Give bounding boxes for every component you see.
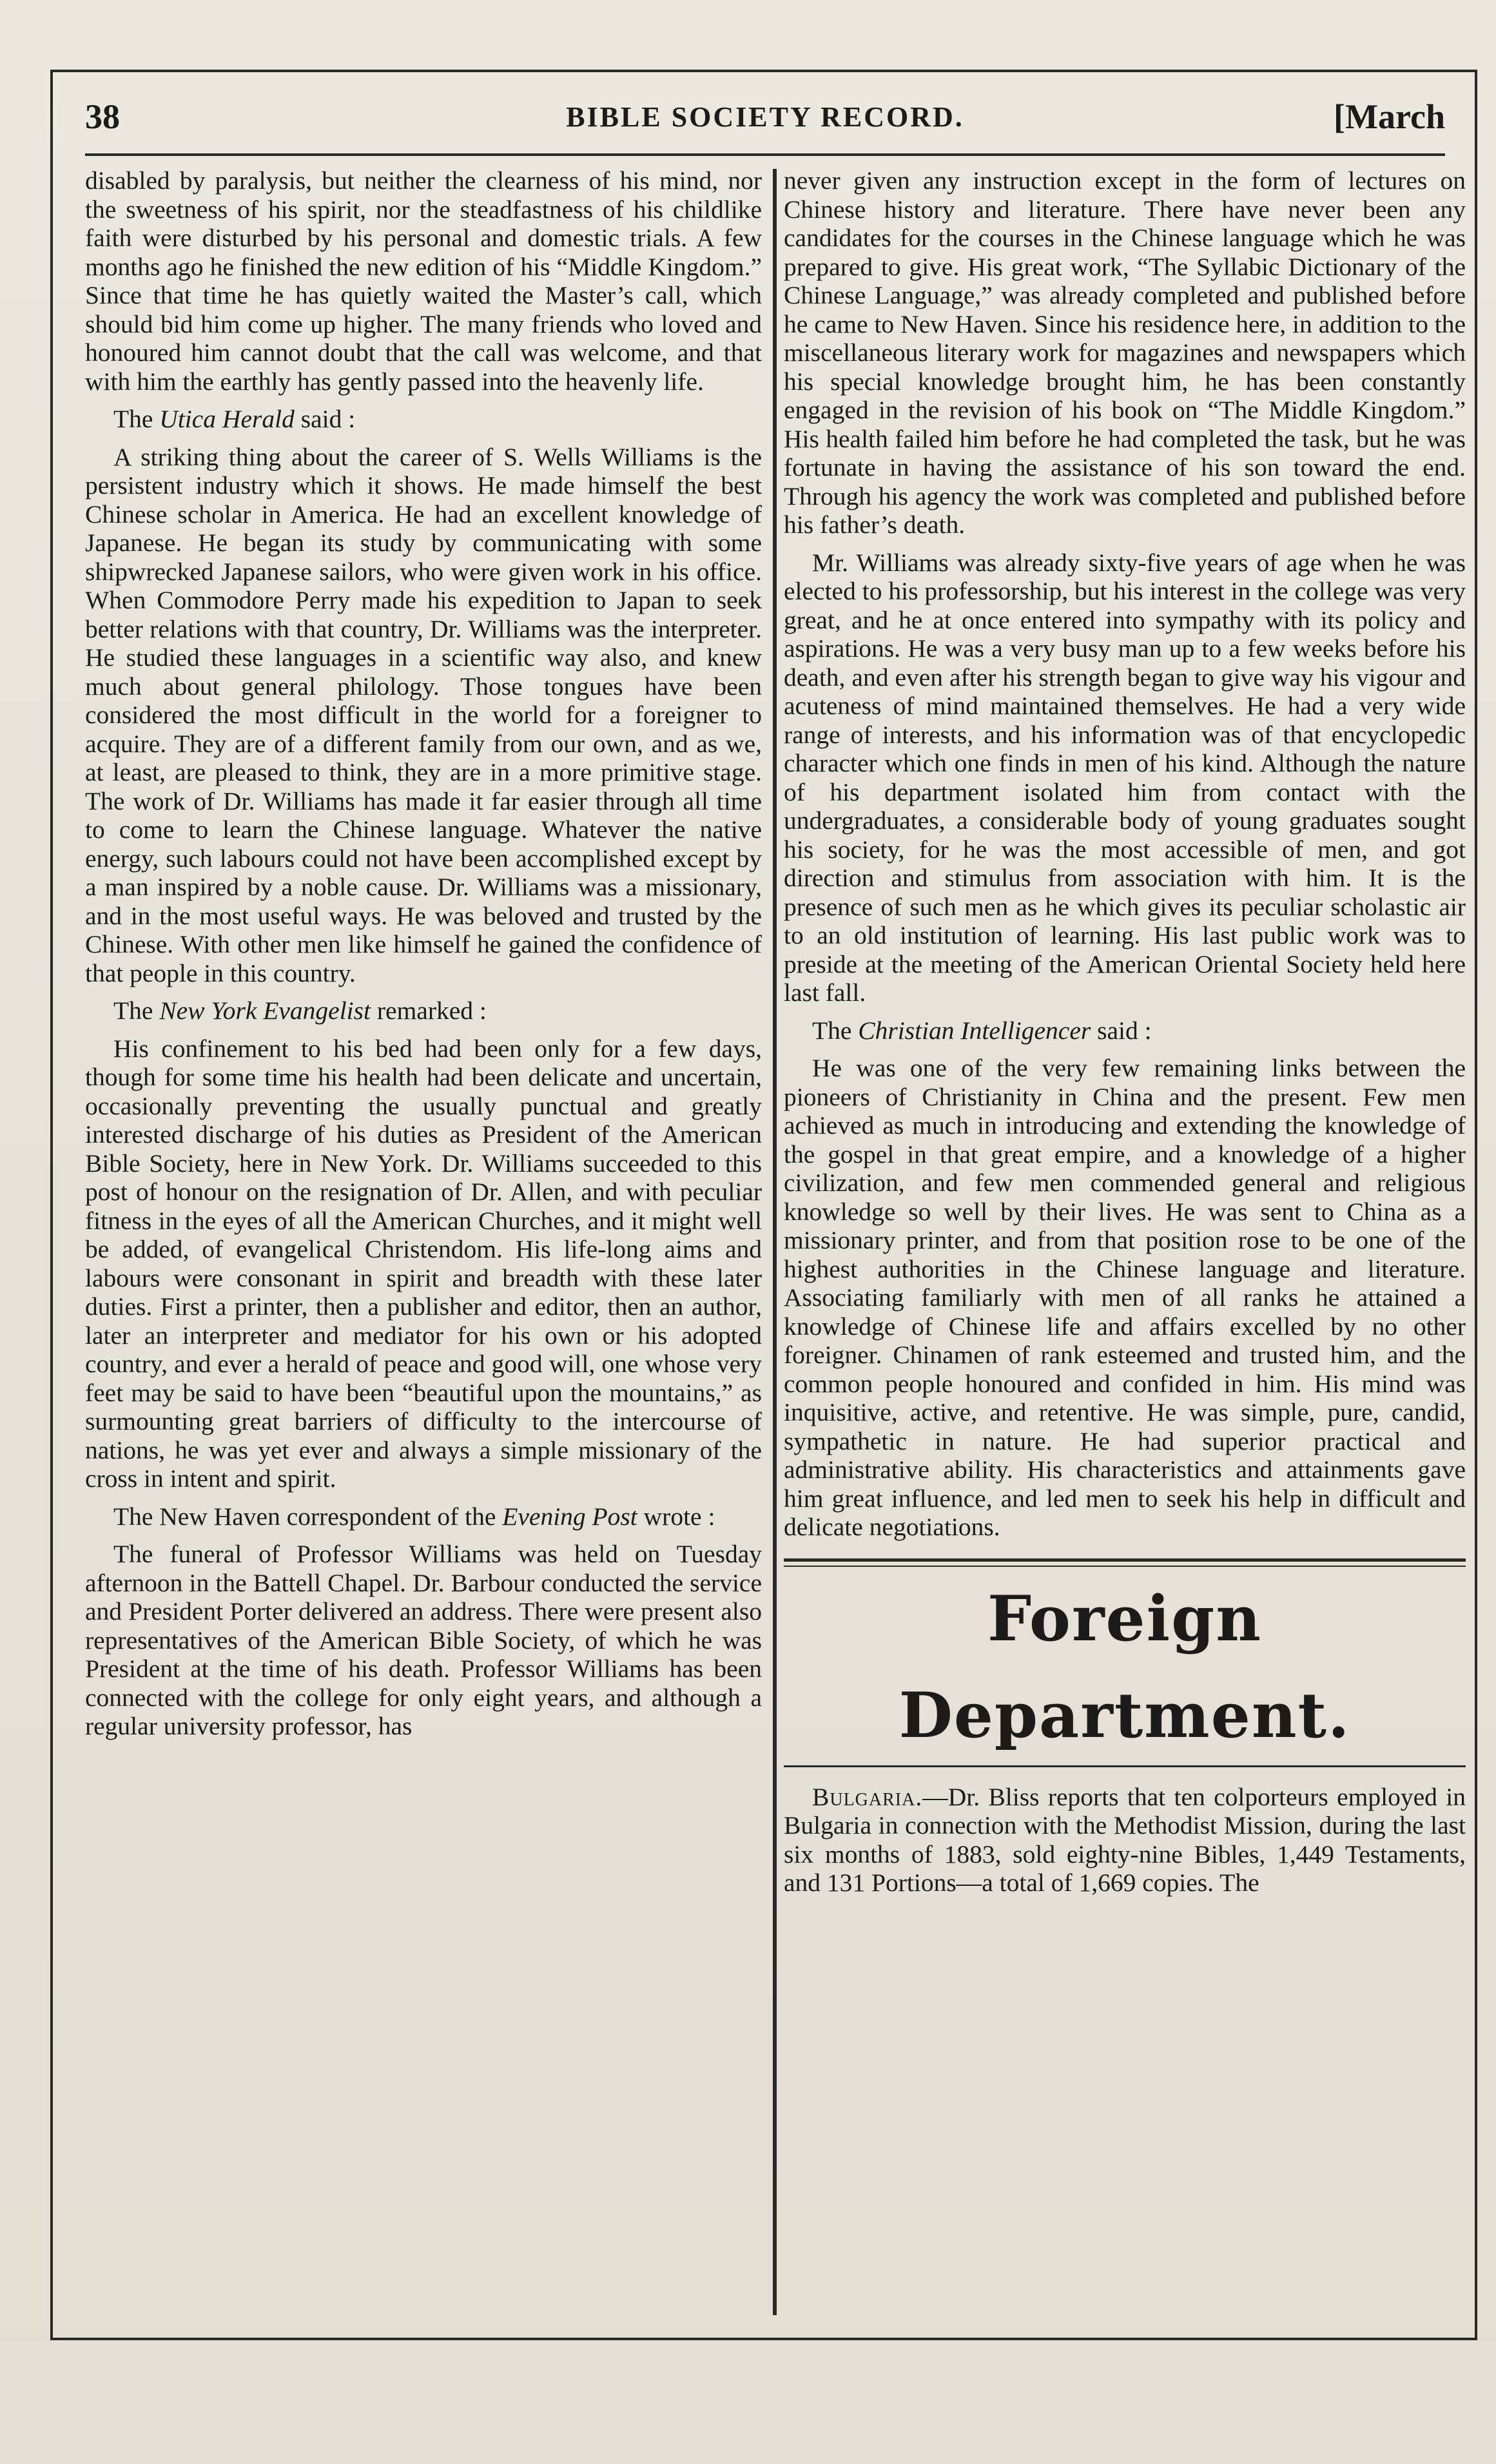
paragraph: His confinement to his bed had been only for a few days, though for some time his health had been delicate and uncertain, occasionally preventing the usually punctual and greatly interested discharge of his duties as President of the American Bible Society, here in New York. Dr. Williams succeeded to this post of honour on the resignation of Dr. Allen, and with peculiar fitness in the eyes of all the American Churches, and it might well be added, of evangelical Christendom. His life-long aims and labours were consonant in spirit and breadth with these later duties. First a printer, then a publisher and editor, then an author, later an interpreter and mediator for his own or his adopted country, and ever a herald of peace and good will, one whose very feet may be said to have been “beautiful upon the mountains,” as surmounting great barriers of difficulty to the intercourse of nations, he was yet ever and always a simple missionary of the cross in intent and spirit. bbox=[85, 1034, 762, 1493]
column-divider bbox=[773, 169, 777, 2315]
publication-title: New York Evangelist bbox=[159, 996, 371, 1025]
publication-title: Evening Post bbox=[502, 1502, 637, 1531]
header-rule bbox=[85, 153, 1445, 156]
publication-title: Christian Intelligencer bbox=[858, 1016, 1091, 1045]
quote-intro-intelligencer: The Christian Intelligencer said : bbox=[812, 1016, 1152, 1045]
journal-title: BIBLE SOCIETY RECORD. bbox=[566, 101, 964, 133]
country-label: Bulgaria. bbox=[812, 1782, 923, 1811]
section-heading: Foreign Department. bbox=[899, 1582, 1351, 1752]
section-rule bbox=[784, 1558, 1466, 1567]
running-head bbox=[85, 97, 1445, 148]
right-column bbox=[784, 166, 1466, 1906]
paragraph: A striking thing about the career of S. Wells Williams is the persistent industry which it shows. He made himself the best Chinese scholar in America. He had an excellent knowledge of Japanese. He began its study by communicating with some shipwrecked Japanese sailors, who were given work in his office. When Commodore Perry made his expedition to Japan to seek better relations with that country, Dr. Williams was the interpreter. He studied these languages in a scientific way also, and knew much about general philology. Those tongues have been considered the most difficult in the world for a foreigner to acquire. They are of a different family from our own, and as we, at least, are pleased to think, they are in a more primitive stage. The work of Dr. Williams has made it far easier through all time to come to learn the Chinese language. Whatever the native energy, such labours could not have been accomplished except by a man inspired by a noble cause. Dr. Williams was a missionary, and in the most useful ways. He was beloved and trusted by the Chinese. With other men like himself he gained the confidence of that people in this country. bbox=[85, 442, 762, 987]
quote-intro-evangelist: The New York Evangelist remarked : bbox=[113, 996, 487, 1025]
quote-intro-utica: The Utica Herald said : bbox=[113, 405, 356, 433]
paragraph: disabled by paralysis, but neither the clearness of his mind, nor the sweetness of his spirit, nor the steadfastness of his childlike faith were disturbed by his personal and domestic trials. A few months ago he finished the new edition of his “Middle Kingdom.” Since that time he has quietly waited the Master’s call, which should bid him come up higher. The many friends who loved and honoured him cannot doubt that the call was welcome, and that with him the earthly has gently passed into the heavenly life. bbox=[85, 166, 762, 396]
paragraph: He was one of the very few remaining links between the pioneers of Christianity in China and the present. Few men achieved as much in introducing and extending the knowledge of the gospel in that great empire, and a knowledge of a higher civilization, and few men commended general and religious knowledge so well by their lives. He was sent to China as a missionary printer, and from that position rose to be one of the highest authorities in the Chinese language and literature. Associating familiarly with men of all ranks he attained a knowledge of Chinese life and affairs excelled by no other foreigner. Chinamen of rank esteemed and trusted him, and the common people honoured and confided in him. His mind was inquisitive, active, and retentive. He was simple, pure, candid, sympathetic in nature. He had superior practical and administrative ability. His characteristics and attainments gave him great influence, and led men to seek his help in difficult and delicate negotiations. bbox=[784, 1054, 1466, 1541]
publication-title: Utica Herald bbox=[159, 405, 295, 433]
quote-intro-evening-post: The New Haven correspondent of the Evening Post wrote : bbox=[113, 1502, 715, 1531]
paragraph-bulgaria: Bulgaria.—Dr. Bliss reports that ten colporteurs employed in Bulgaria in connection with the Methodist Mission, during the last six months of 1883, sold eighty-nine Bibles, 1,449 Testaments, and 131 Portions—a total of 1,669 copies. The bbox=[784, 1782, 1466, 1897]
page-number: 38 bbox=[85, 97, 120, 136]
paragraph: The funeral of Professor Williams was held on Tuesday afternoon in the Battell Chapel. Dr. Barbour conducted the service and President Porter delivered an address. There were present also representatives of the American Bible Society, of which he was President at the time of his death. Professor Williams has been connected with the college for only eight years, and although a regular university professor, has bbox=[85, 1540, 762, 1740]
section-rule bbox=[784, 1765, 1466, 1767]
left-column bbox=[85, 166, 762, 1750]
page-margin bbox=[0, 2340, 1496, 2464]
issue-month: [March bbox=[1334, 97, 1445, 136]
paragraph: never given any instruction except in the form of lectures on Chinese history and literature. There have never been any candidates for the courses in the Chinese language which he was prepared to give. His great work, “The Syllabic Dictionary of the Chinese Language,” was already completed and published before he came to New Haven. Since his residence here, in addition to the miscellaneous literary work for magazines and newspapers which his special knowledge brought him, he has been constantly engaged in the revision of his book on “The Middle Kingdom.” His health failed him before he had completed the task, but he was fortunate in having the assistance of his son toward the end. Through his agency the work was completed and published before his father’s death. bbox=[784, 166, 1466, 539]
paragraph: Mr. Williams was already sixty-five years of age when he was elected to his professorship, but his interest in the college was very great, and he at once entered into sympathy with its policy and aspirations. He was a very busy man up to a few weeks before his death, and even after his strength began to give way his vigour and acuteness of mind maintained themselves. He had a very wide range of interests, and his information was of that encyclopedic character which one finds in men of his kind. Although the nature of his department isolated him from contact with the undergraduates, a considerable body of young graduates sought his society, for he was the most accessible of men, and got direction and stimulus from association with him. It is the presence of such men as he which gives its peculiar scholastic air to an old institution of learning. His last public work was to preside at the meeting of the American Oriental Society held here last fall. bbox=[784, 548, 1466, 1007]
